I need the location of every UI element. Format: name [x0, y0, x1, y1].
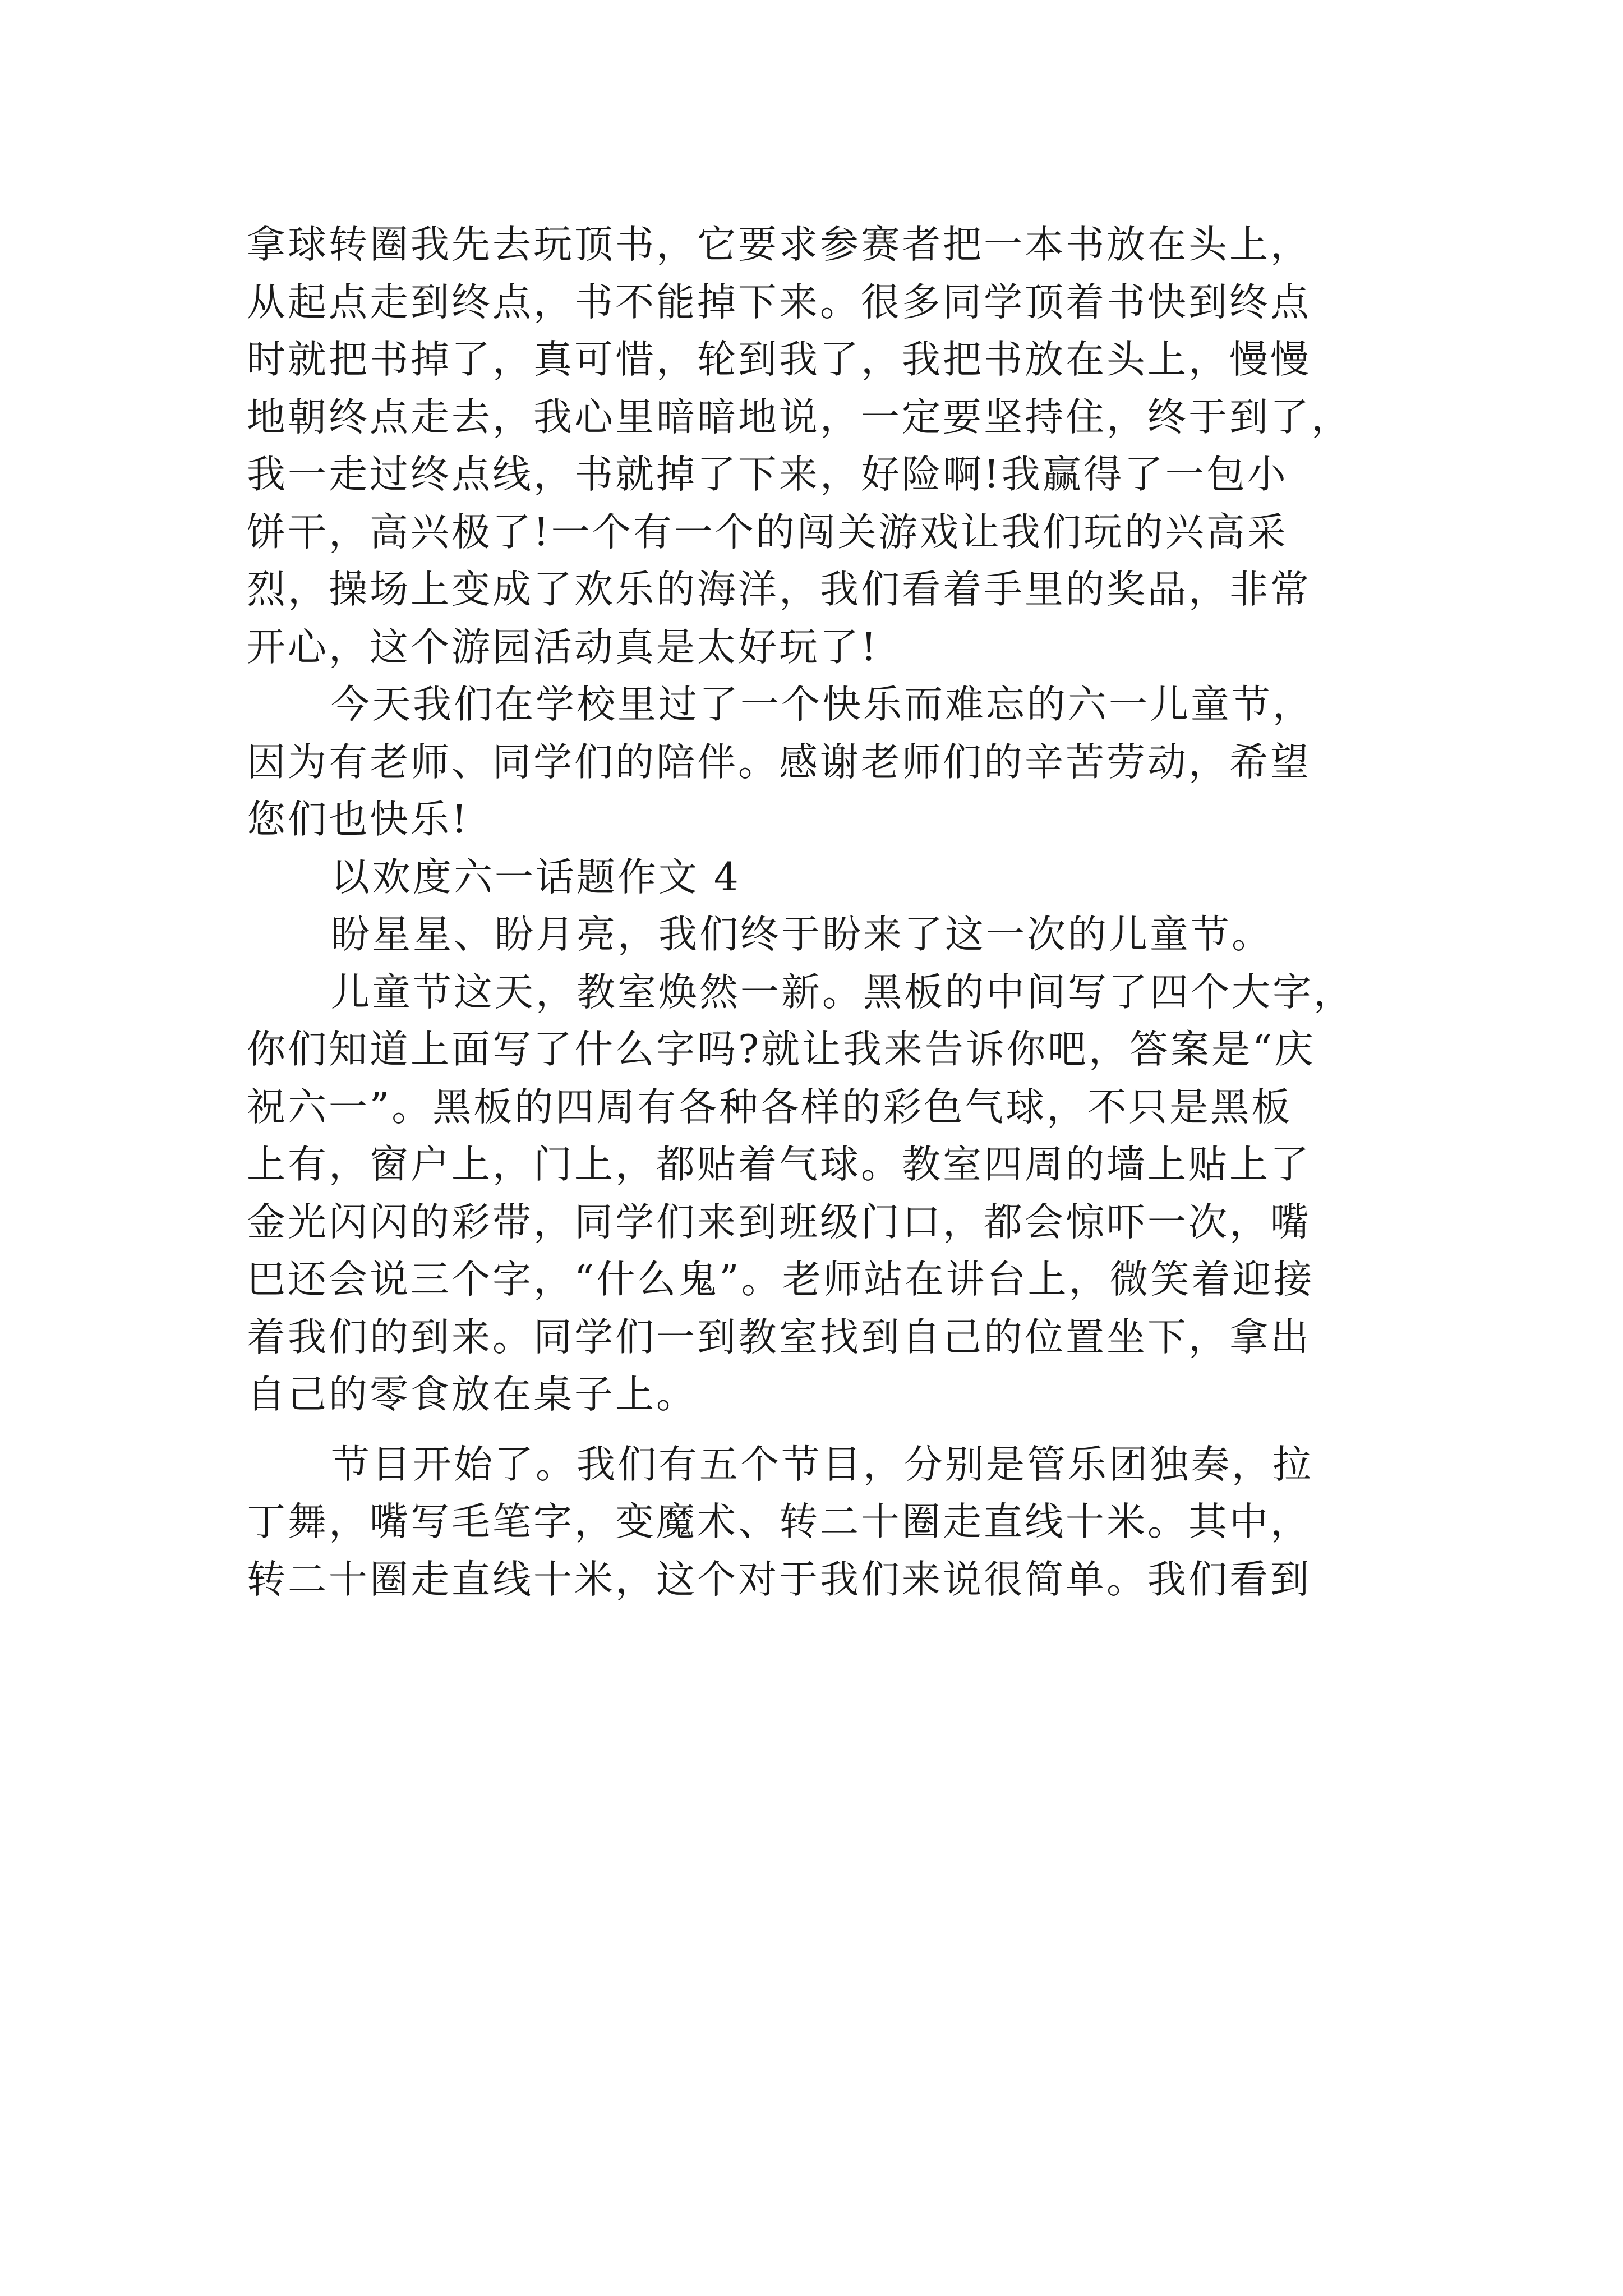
text-line: 拿球转圈我先去玩顶书，它要求参赛者把一本书放在头上，: [247, 222, 1311, 267]
text-line: 因为有老师、同学们的陪伴。感谢老师们的辛苦劳动，希望: [247, 739, 1311, 785]
text-line: 从起点走到终点，书不能掉下来。很多同学顶着书快到终点: [247, 279, 1311, 325]
essay-heading: 以欢度六一话题作文 4: [331, 854, 741, 900]
paragraph-start-line: 儿童节这天，教室焕然一新。黑板的中间写了四个大字，: [331, 969, 1354, 1015]
paragraph-start-line: 今天我们在学校里过了一个快乐而难忘的六一儿童节，: [331, 682, 1313, 727]
text-line: 我一走过终点线，书就掉了下来，好险啊!我赢得了一包小: [247, 452, 1288, 497]
essay-body: [247, 216, 1413, 1608]
text-line: 烈，操场上变成了欢乐的海洋，我们看着手里的奖品，非常: [247, 567, 1311, 612]
text-line: 上有，窗户上，门上，都贴着气球。教室四周的墙上贴上了: [247, 1142, 1311, 1187]
text-line: 祝六一”。黑板的四周有各种各样的彩色气球，不只是黑板: [247, 1084, 1293, 1130]
text-line: 饼干，高兴极了!一个有一个的闯关游戏让我们玩的兴高采: [247, 509, 1288, 555]
text-line: 巴还会说三个字，“什么鬼”。老师站在讲台上，微笑着迎接: [247, 1257, 1315, 1302]
text-line: 丁舞，嘴写毛笔字，变魔术、转二十圈走直线十米。其中，: [247, 1499, 1311, 1544]
text-line: 开心，这个游园活动真是太好玩了!: [247, 624, 879, 670]
text-line: 您们也快乐!: [247, 797, 469, 842]
text-line: 自己的零食放在桌子上。: [247, 1372, 697, 1417]
text-line: 着我们的到来。同学们一到教室找到自己的位置坐下，拿出: [247, 1314, 1311, 1360]
paragraph-start-line: 节目开始了。我们有五个节目，分别是管乐团独奏，拉: [331, 1442, 1313, 1487]
paragraph-start-line: 盼星星、盼月亮，我们终于盼来了这一次的儿童节。: [331, 912, 1272, 957]
text-line: 地朝终点走去，我心里暗暗地说，一定要坚持住，终于到了，: [247, 394, 1352, 440]
text-line: 时就把书掉了，真可惜，轮到我了，我把书放在头上，慢慢: [247, 337, 1311, 382]
text-line: 你们知道上面写了什么字吗?就让我来告诉你吧，答案是“庆: [247, 1027, 1316, 1072]
text-line: 金光闪闪的彩带，同学们来到班级门口，都会惊吓一次，嘴: [247, 1199, 1311, 1245]
text-line: 转二十圈走直线十米，这个对于我们来说很简单。我们看到: [247, 1557, 1311, 1602]
